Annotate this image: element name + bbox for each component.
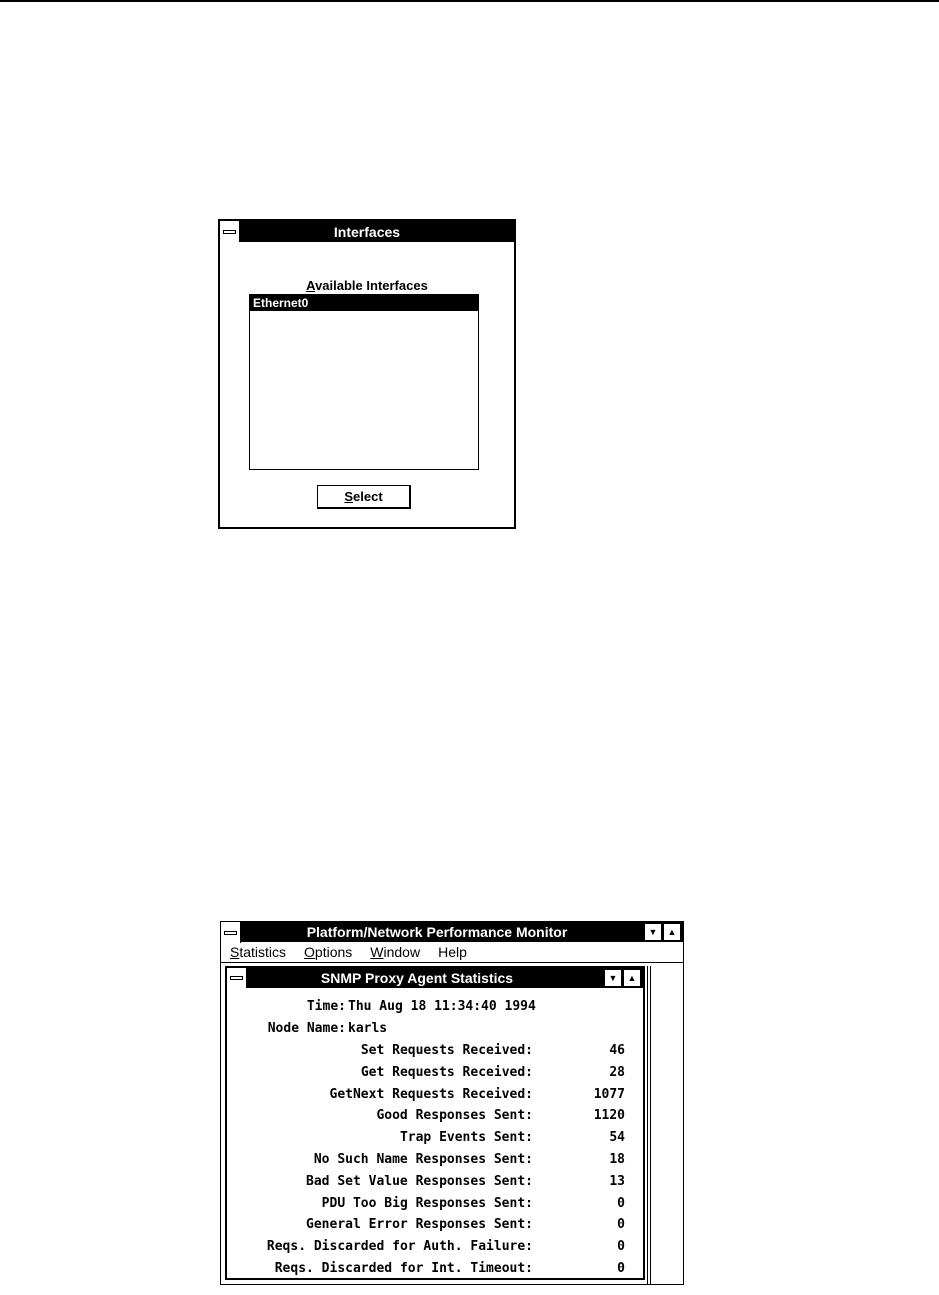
interfaces-dialog-title: Interfaces: [333, 223, 401, 240]
performance-monitor-window: [220, 921, 684, 1285]
child-minimize-arrow-icon[interactable]: ▼: [604, 969, 622, 987]
system-menu-icon[interactable]: [220, 221, 240, 242]
menu-statistics[interactable]: [230, 944, 286, 960]
node-name-label: Node Name:: [267, 1021, 346, 1036]
monitor-right-scroll-strip[interactable]: [647, 966, 651, 1284]
stat-label: Set Requests Received:: [360, 1043, 533, 1058]
stat-value: 0: [617, 1239, 625, 1255]
stat-row: [227, 1172, 637, 1192]
stat-value: 18: [609, 1152, 625, 1167]
select-rest: elect: [353, 489, 383, 504]
stat-value: 28: [609, 1064, 625, 1080]
menu-statistics-rest: tatistics: [239, 944, 287, 960]
stat-value: 0: [617, 1261, 625, 1276]
stat-label: Reqs. Discarded for Auth. Failure:: [266, 1239, 533, 1255]
stat-label: General Error Responses Sent:: [306, 1217, 533, 1233]
stat-label: PDU Too Big Responses Sent:: [321, 1195, 533, 1211]
stat-row: [227, 1215, 637, 1235]
menu-window[interactable]: [370, 944, 420, 960]
stat-value: 0: [617, 1217, 625, 1233]
stat-row: [227, 1150, 637, 1170]
stat-label: Trap Events Sent:: [399, 1130, 533, 1146]
monitor-title-bar[interactable]: [221, 922, 683, 942]
interfaces-listbox[interactable]: [249, 294, 479, 470]
node-name-value: karls: [348, 1021, 388, 1036]
menu-options[interactable]: [304, 944, 352, 960]
menu-options-mnemonic: O: [304, 944, 315, 960]
stat-row: [227, 1041, 637, 1061]
stat-label: Get Requests Received:: [360, 1064, 533, 1080]
stat-value: 13: [609, 1173, 625, 1189]
child-title-bar[interactable]: [227, 968, 643, 988]
child-system-menu-icon[interactable]: [227, 968, 247, 988]
available-interfaces-rest: vailable Interfaces: [315, 278, 428, 293]
stat-label: Reqs. Discarded for Int. Timeout:: [274, 1261, 533, 1276]
stat-row: [227, 1085, 637, 1105]
available-interfaces-mnemonic: A: [306, 278, 316, 293]
select-button[interactable]: [317, 485, 411, 509]
monitor-window-title: Platform/Network Performance Monitor: [306, 924, 568, 940]
select-mnemonic: S: [344, 489, 354, 504]
interfaces-dialog: [218, 219, 516, 529]
time-row: [227, 997, 346, 1017]
interface-item-ethernet0[interactable]: Ethernet0: [250, 295, 478, 311]
stat-row: [227, 1106, 637, 1126]
child-window-title: SNMP Proxy Agent Statistics: [320, 970, 514, 986]
node-row: [227, 1019, 346, 1039]
stat-row: [227, 1237, 637, 1257]
stat-label: Good Responses Sent:: [376, 1108, 533, 1124]
stat-value: 1120: [593, 1108, 625, 1124]
menu-options-rest: ptions: [314, 944, 353, 960]
available-interfaces-label: [220, 278, 514, 293]
menu-bar: [221, 942, 683, 963]
menu-help[interactable]: Help: [438, 944, 467, 960]
stat-label: GetNext Requests Received:: [329, 1086, 533, 1102]
time-value: Thu Aug 18 11:34:40 1994: [348, 999, 536, 1014]
system-menu-icon[interactable]: [221, 922, 241, 943]
child-maximize-arrow-icon[interactable]: ▲: [623, 969, 641, 987]
page-top-rule: [0, 0, 939, 2]
menu-window-rest: indow: [383, 944, 421, 960]
interfaces-title-bar[interactable]: [220, 221, 514, 242]
stat-label: No Such Name Responses Sent:: [313, 1152, 533, 1167]
stat-label: Bad Set Value Responses Sent:: [306, 1173, 533, 1189]
minimize-arrow-icon[interactable]: ▼: [644, 923, 662, 941]
stat-row: [227, 1063, 637, 1083]
stat-value: 46: [609, 1043, 625, 1058]
stat-row: [227, 1259, 637, 1279]
snmp-stats-child-window: [225, 966, 645, 1280]
menu-window-mnemonic: W: [370, 944, 384, 960]
stat-row: [227, 1128, 637, 1148]
maximize-arrow-icon[interactable]: ▲: [663, 923, 681, 941]
menu-statistics-mnemonic: S: [230, 944, 240, 960]
time-label: Time:: [306, 999, 346, 1014]
stat-value: 1077: [593, 1086, 625, 1102]
stat-value: 0: [617, 1195, 625, 1211]
stat-value: 54: [609, 1130, 625, 1146]
stat-row: [227, 1194, 637, 1214]
